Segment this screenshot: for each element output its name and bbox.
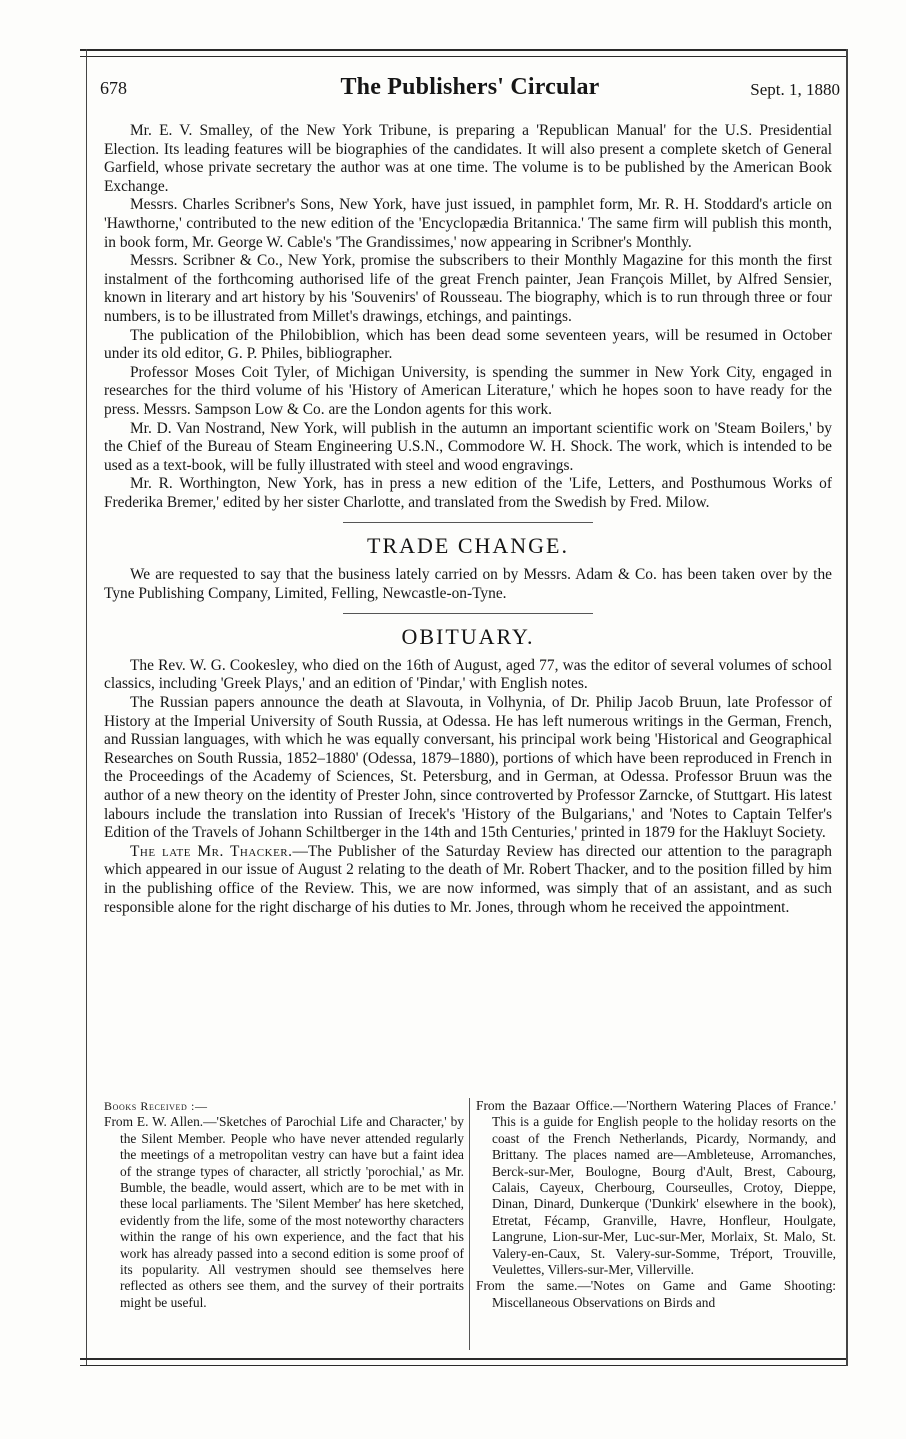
news-paragraph: Messrs. Charles Scribner's Sons, New York, have just issued, in pamphlet form, Mr. R. H. Stoddard's article on 'Hawthorne,' contributed to the new edition of the 'Encyclopædia Britannica.' The same firm will publish this month, in book form, Mr. George W. Cable's 'The Grandissimes,' now appearing in Scribner's Monthly.: [104, 196, 832, 251]
trade-change-heading: TRADE CHANGE.: [367, 533, 569, 559]
left-border-rule: [86, 49, 87, 1366]
page-number: 678: [100, 78, 127, 98]
thacker-paragraph: [104, 843, 832, 917]
books-received-heading: Books Received :—: [104, 1099, 208, 1113]
section-divider: [343, 613, 593, 614]
column-divider: [469, 1098, 470, 1350]
book-entry: From the Bazaar Office.—'Northern Watering Places of France.' This is a guide for English people to the holiday resorts on the coast of the French Netherlands, Picardy, Normandy, and Brittany. The places named are—Ambleteuse, Arromanches, Berck-sur-Mer, Boulogne, Bourg d'Ault, Brest, Cabourg, Calais, Cayeux, Cherbourg, Courseulles, Crotoy, Dieppe, Dinan, Dinard, Dunkerque ('Dunkirk' elsewhere in the book), Etretat, Fécamp, Granville, Havre, Honfleur, Houlgate, Langrune, Lion-sur-Mer, Luc-sur-Mer, Morlaix, St. Malo, St. Valery-en-Caux, St. Valery-sur-Somme, Tréport, Trouville, Veulettes, Villers-sur-Mer, Villerville.: [476, 1098, 836, 1278]
right-border-rule: [846, 49, 848, 1366]
section-divider: [343, 522, 593, 523]
books-right-column: [476, 1098, 836, 1311]
obituary-paragraph: The Russian papers announce the death at Slavouta, in Volhynia, of Dr. Philip Jacob Bruun, late Professor of History at the Imperial University of South Russia, at Odessa. He has left numerous writings in the German, French, and Russian languages, with which he was equally conversant, his principal work being 'Historical and Geographical Researches on South Russia, 1852–1880' (Odessa, 1879–1880), portions of which have been reproduced in French in the Proceedings of the Academy of Sciences, St. Petersburg, and in German, at Odessa. Professor Bruun was the author of a new theory on the identity of Prester John, since controverted by Professor Zarncke, of Stuttgart. His latest labours include the translation into Russian of Irecek's 'History of the Bulgarians,' and 'Notes to Captain Telfer's Edition of the Travels of Johann Schiltberger in the 14th and 15th Centuries,' printed in 1879 for the Hakluyt Society.: [104, 694, 832, 842]
books-left-column: [104, 1098, 464, 1311]
trade-change-text: We are requested to say that the business lately carried on by Messrs. Adam & Co. has been taken over by the Tyne Publishing Company, Limited, Felling, Newcastle-on-Tyne.: [104, 566, 832, 602]
article-body: [104, 122, 832, 917]
thacker-lead: The late Mr. Thacker.: [130, 842, 293, 860]
obituary-paragraph: The Rev. W. G. Cookesley, who died on the 16th of August, aged 77, was the editor of several volumes of school classics, including 'Greek Plays,' and an edition of 'Pindar,' with English notes.: [104, 656, 832, 693]
books-received-section: [104, 1098, 834, 1353]
page-header: [100, 74, 840, 104]
journal-title: The Publishers' Circular: [340, 74, 600, 100]
book-entry: From the same.—'Notes on Game and Game Shooting: Miscellaneous Observations on Birds and: [476, 1278, 836, 1310]
issue-date: Sept. 1, 1880: [750, 80, 840, 99]
top-border-rule: [80, 49, 846, 51]
bottom-border-rule: [80, 1358, 846, 1360]
news-paragraph: Messrs. Scribner & Co., New York, promise the subscribers to their Monthly Magazine for this month the first instalment of the forthcoming authorised life of the great French painter, Jean François Millet, by Alfred Sensier, known in literary and art history by his 'Souvenirs' of Rousseau. The biography, which is to run through three or four numbers, is to be illustrated from Millet's drawings, etchings, and paintings.: [104, 252, 832, 325]
news-paragraph: Mr. D. Van Nostrand, New York, will publish in the autumn an important scientific work on 'Steam Boilers,' by the Chief of the Bureau of Steam Engineering U.S.N., Commodore W. H. Shock. The work, which is intended to be used as a text-book, will be fully illustrated with steel and wood engravings.: [104, 419, 832, 474]
news-paragraph: Professor Moses Coit Tyler, of Michigan University, is spending the summer in New York City, engaged in researches for the third volume of his 'History of American Literature,' which he hopes soon to have ready for the press. Messrs. Sampson Low & Co. are the London agents for this work.: [104, 363, 832, 418]
thacker-text: —The Publisher of the Saturday Review has directed our attention to the paragraph which appeared in our issue of August 2 relating to the death of Mr. Robert Thacker, and to the position filled by him in the publishing office of the Review. This, we are now informed, was simply that of an assistant, and as such responsible alone for the right discharge of his duties to Mr. Jones, through whom he received the appointment.: [104, 842, 832, 916]
top-border-rule-thin: [80, 56, 846, 57]
news-paragraph: Mr. E. V. Smalley, of the New York Tribune, is preparing a 'Republican Manual' for the U.S. Presidential Election. Its leading features will be biographies of the candidates. It will also present a complete sketch of General Garfield, whose private secretary the author was at one time. The volume is to be published by the American Book Exchange.: [104, 122, 832, 195]
news-paragraph: The publication of the Philobiblion, which has been dead some seventeen years, will be resumed in October under its old editor, G. P. Philes, bibliographer.: [104, 326, 832, 363]
news-paragraph: Mr. R. Worthington, New York, has in press a new edition of the 'Life, Letters, and Posthumous Works of Frederika Bremer,' edited by her sister Charlotte, and translated from the Swedish by Fred. Milow.: [104, 475, 832, 511]
book-entry: From E. W. Allen.—'Sketches of Parochial Life and Character,' by the Silent Member. People who have never attended regularly the meetings of a metropolitan vestry can have but a faint idea of the strange types of character, all strictly 'porochial,' as Mr. Bumble, the beadle, would assert, which are to be met with in these local parliaments. The 'Silent Member' has here sketched, evidently from the life, some of the most noteworthy characters within the range of his own experience, and the fact that his work has already passed into a second edition is some proof of its popularity. All vestrymen should see themselves here reflected as others see them, and the survey of their portraits might be useful.: [104, 1114, 464, 1310]
obituary-heading: OBITUARY.: [401, 624, 535, 650]
bottom-border-rule-thin: [80, 1365, 846, 1366]
